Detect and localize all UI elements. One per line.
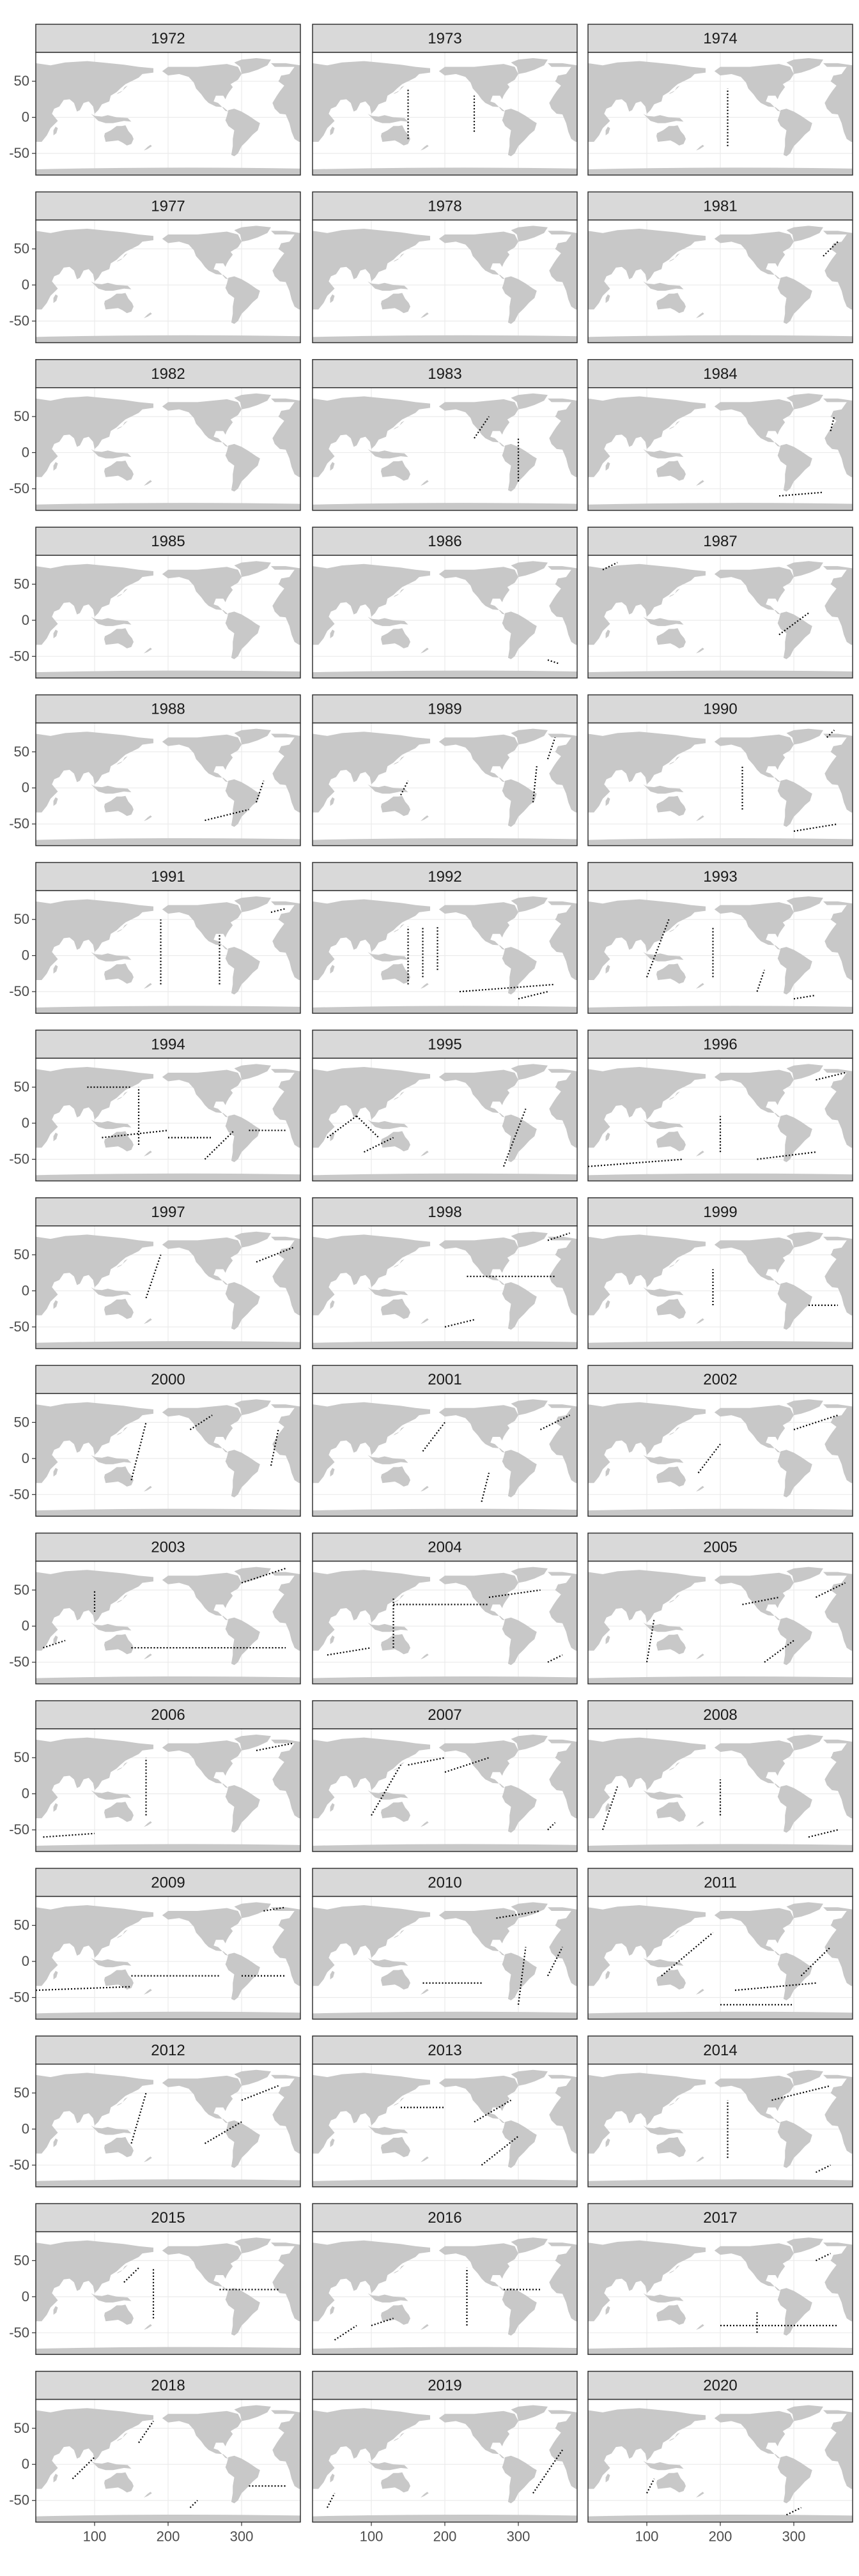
facet-strip-label: 1984 [703, 365, 738, 383]
y-tick-label: 0 [21, 611, 29, 628]
land-antarctica [313, 2515, 577, 2522]
land-antarctica [313, 167, 577, 175]
facet-panel-2003 [9, 1533, 300, 1684]
facet-panel-1974 [588, 24, 853, 175]
x-tick-label: 200 [433, 2528, 457, 2545]
y-tick-label: 0 [21, 109, 29, 125]
land-antarctica [588, 335, 853, 343]
facet-strip-label: 1983 [428, 365, 462, 383]
y-tick-label: 50 [13, 1246, 29, 1262]
land-antarctica [313, 503, 577, 510]
facet-strip-label: 2012 [151, 2041, 185, 2059]
y-tick-label: -50 [9, 815, 29, 832]
x-tick-label: 200 [156, 2528, 180, 2545]
y-tick-label: 50 [13, 2252, 29, 2269]
facet-panel-1986 [313, 527, 577, 678]
y-tick-label: -50 [9, 480, 29, 496]
facet-strip-label: 2018 [151, 2377, 185, 2395]
land-antarctica [36, 838, 300, 846]
facet-strip-label: 2005 [703, 1538, 738, 1556]
facet-panel-1999 [588, 1198, 853, 1349]
land-antarctica [36, 1174, 300, 1181]
facet-strip-label: 2002 [703, 1371, 738, 1389]
facet-panel-2009 [9, 1868, 300, 2019]
y-tick-label: -50 [9, 1318, 29, 1335]
y-tick-label: -50 [9, 2324, 29, 2341]
facet-panel-1992 [313, 862, 577, 1013]
facet-strip-label: 1999 [703, 1203, 738, 1221]
facet-strip-label: 2007 [428, 1706, 462, 1724]
land-antarctica [36, 2012, 300, 2020]
facet-strip-label: 2011 [704, 1874, 737, 1892]
facet-strip-label: 1995 [428, 1036, 462, 1054]
land-antarctica [313, 838, 577, 846]
facet-panel-1996 [588, 1030, 853, 1181]
y-tick-label: 50 [13, 1581, 29, 1598]
y-tick-label: -50 [9, 1486, 29, 1503]
land-antarctica [588, 2012, 853, 2020]
facet-strip-label: 1973 [428, 30, 462, 47]
land-antarctica [588, 838, 853, 846]
x-tick-label: 300 [506, 2528, 530, 2545]
facet-strip-label: 1993 [703, 868, 738, 885]
y-tick-label: 50 [13, 2084, 29, 2101]
facet-strip-label: 2019 [428, 2377, 462, 2395]
land-antarctica [313, 1006, 577, 1013]
facet-strip-label: 2009 [151, 1874, 185, 1892]
y-tick-label: 50 [13, 1414, 29, 1430]
y-tick-label: 0 [21, 1618, 29, 1634]
land-antarctica [588, 503, 853, 510]
facet-panel-2012 [9, 2036, 300, 2187]
y-tick-label: -50 [9, 1989, 29, 2005]
facet-panel-1972 [9, 24, 300, 175]
facet-strip-label: 1977 [151, 197, 185, 215]
facet-panel-1982 [9, 360, 300, 510]
land-antarctica [313, 2347, 577, 2355]
y-tick-label: 50 [13, 743, 29, 760]
facet-strip-label: 1996 [703, 1036, 738, 1054]
y-tick-label: 0 [21, 444, 29, 461]
y-tick-label: 50 [13, 576, 29, 592]
land-antarctica [588, 2515, 853, 2522]
facet-strip-label: 1987 [703, 533, 738, 551]
land-antarctica [36, 1341, 300, 1349]
land-antarctica [588, 1174, 853, 1181]
facet-strip-label: 2006 [151, 1706, 185, 1724]
facet-panel-1984 [588, 360, 853, 510]
land-antarctica [588, 1006, 853, 1013]
land-antarctica [36, 671, 300, 678]
land-antarctica [36, 1676, 300, 1684]
land-antarctica [313, 2012, 577, 2020]
facet-strip-label: 1988 [151, 700, 185, 718]
y-tick-label: 0 [21, 2120, 29, 2137]
land-antarctica [313, 1174, 577, 1181]
y-tick-label: 0 [21, 779, 29, 796]
land-antarctica [313, 1676, 577, 1684]
land-antarctica [588, 1844, 853, 1851]
y-tick-label: 0 [21, 1785, 29, 1802]
facet-strip-label: 2008 [703, 1706, 738, 1724]
facet-panel-2015 [9, 2204, 300, 2354]
facet-strip-label: 1982 [151, 365, 185, 383]
y-tick-label: 0 [21, 277, 29, 293]
land-antarctica [36, 167, 300, 175]
facet-strip-label: 2010 [428, 1874, 462, 1892]
facet-strip-label: 1974 [703, 30, 738, 47]
facet-strip-label: 1978 [428, 197, 462, 215]
land-antarctica [36, 2515, 300, 2522]
land-antarctica [588, 1676, 853, 1684]
land-antarctica [313, 1341, 577, 1349]
x-tick-label: 300 [782, 2528, 806, 2545]
facet-strip-label: 1997 [151, 1203, 185, 1221]
facet-panel-2013 [313, 2036, 577, 2187]
facet-panel-2002 [588, 1365, 853, 1516]
facet-strip-label: 1981 [703, 197, 738, 215]
facet-strip-label: 1990 [703, 700, 738, 718]
facet-panel-2019 [313, 2372, 577, 2545]
y-tick-label: 50 [13, 2419, 29, 2436]
y-tick-label: 0 [21, 1282, 29, 1299]
facet-strip-label: 2003 [151, 1538, 185, 1556]
facet-panel-2005 [588, 1533, 853, 1684]
facet-strip-label: 2013 [428, 2041, 462, 2059]
facet-panel-2004 [313, 1533, 577, 1684]
land-antarctica [313, 335, 577, 343]
land-antarctica [313, 1509, 577, 1517]
facet-panel-2014 [588, 2036, 853, 2187]
facet-strip-label: 1994 [151, 1036, 185, 1054]
facet-strip-label: 2020 [703, 2377, 738, 2395]
facet-strip-label: 1998 [428, 1203, 462, 1221]
land-antarctica [36, 503, 300, 510]
facet-panel-2011 [588, 1868, 853, 2019]
facet-panel-1988 [9, 695, 300, 846]
land-antarctica [313, 1844, 577, 1851]
facet-strip-label: 1989 [428, 700, 462, 718]
land-antarctica [36, 335, 300, 343]
y-tick-label: 50 [13, 1078, 29, 1095]
y-tick-label: 0 [21, 2288, 29, 2304]
x-tick-label: 200 [708, 2528, 732, 2545]
y-tick-label: 0 [21, 1450, 29, 1466]
land-antarctica [313, 671, 577, 678]
y-tick-label: 50 [13, 911, 29, 928]
facet-strip-label: 1991 [151, 868, 185, 885]
facet-strip-label: 2014 [703, 2041, 738, 2059]
y-tick-label: -50 [9, 1151, 29, 1167]
facet-panel-1993 [588, 862, 853, 1013]
facet-panel-1994 [9, 1030, 300, 1181]
y-tick-label: -50 [9, 648, 29, 664]
land-antarctica [588, 167, 853, 175]
facet-panel-1983 [313, 360, 577, 510]
facet-strip-label: 2004 [428, 1538, 462, 1556]
facet-strip-label: 2015 [151, 2209, 185, 2227]
facet-panel-2006 [9, 1701, 300, 1851]
land-antarctica [313, 2179, 577, 2187]
y-tick-label: -50 [9, 312, 29, 329]
facet-panel-1973 [313, 24, 577, 175]
land-antarctica [588, 2347, 853, 2355]
land-antarctica [36, 1844, 300, 1851]
y-tick-label: 0 [21, 1115, 29, 1131]
facet-strip-label: 2001 [428, 1371, 462, 1389]
x-tick-label: 300 [229, 2528, 254, 2545]
land-antarctica [36, 1509, 300, 1517]
facet-panel-1990 [588, 695, 853, 846]
facet-panel-1977 [9, 192, 300, 342]
y-tick-label: 0 [21, 947, 29, 963]
y-tick-label: -50 [9, 2492, 29, 2508]
facet-strip-label: 1986 [428, 533, 462, 551]
facet-panel-1995 [313, 1030, 577, 1181]
y-tick-label: 50 [13, 240, 29, 257]
facet-strip-label: 2000 [151, 1371, 185, 1389]
land-antarctica [36, 2179, 300, 2187]
facet-panel-1978 [313, 192, 577, 342]
y-tick-label: 50 [13, 1749, 29, 1766]
facet-panel-2008 [588, 1701, 853, 1851]
x-tick-label: 100 [635, 2528, 659, 2545]
facet-panel-1989 [313, 695, 577, 846]
y-tick-label: -50 [9, 2156, 29, 2173]
facet-strip-label: 2017 [703, 2209, 738, 2227]
facet-panel-2000 [9, 1365, 300, 1516]
facet-panel-1985 [9, 527, 300, 678]
facet-strip-label: 2016 [428, 2209, 462, 2227]
land-antarctica [588, 1341, 853, 1349]
land-antarctica [588, 671, 853, 678]
facet-strip-label: 1992 [428, 868, 462, 885]
y-tick-label: 0 [21, 1953, 29, 1970]
facet-panel-2018 [9, 2372, 300, 2545]
x-tick-label: 100 [359, 2528, 383, 2545]
facet-panel-1998 [313, 1198, 577, 1349]
facet-strip-label: 1972 [151, 30, 185, 47]
facet-panel-1997 [9, 1198, 300, 1349]
y-tick-label: 50 [13, 73, 29, 89]
y-tick-label: 50 [13, 408, 29, 424]
y-tick-label: 50 [13, 1917, 29, 1933]
y-tick-label: -50 [9, 1653, 29, 1670]
land-antarctica [588, 2179, 853, 2187]
x-tick-label: 100 [82, 2528, 107, 2545]
facet-panel-1987 [588, 527, 853, 678]
facet-panel-2010 [313, 1868, 577, 2019]
y-tick-label: -50 [9, 1821, 29, 1838]
facet-panel-2017 [588, 2204, 853, 2354]
facet-panel-2007 [313, 1701, 577, 1851]
y-tick-label: 0 [21, 2456, 29, 2472]
land-antarctica [588, 1509, 853, 1517]
facet-panel-1981 [588, 192, 853, 342]
y-tick-label: -50 [9, 983, 29, 1000]
facet-panel-2001 [313, 1365, 577, 1516]
facet-panel-1991 [9, 862, 300, 1013]
y-tick-label: -50 [9, 145, 29, 162]
land-antarctica [36, 1006, 300, 1013]
facet-panel-2020 [588, 2372, 853, 2545]
facet-strip-label: 1985 [151, 533, 185, 551]
facet-panel-2016 [313, 2204, 577, 2354]
land-antarctica [36, 2347, 300, 2355]
